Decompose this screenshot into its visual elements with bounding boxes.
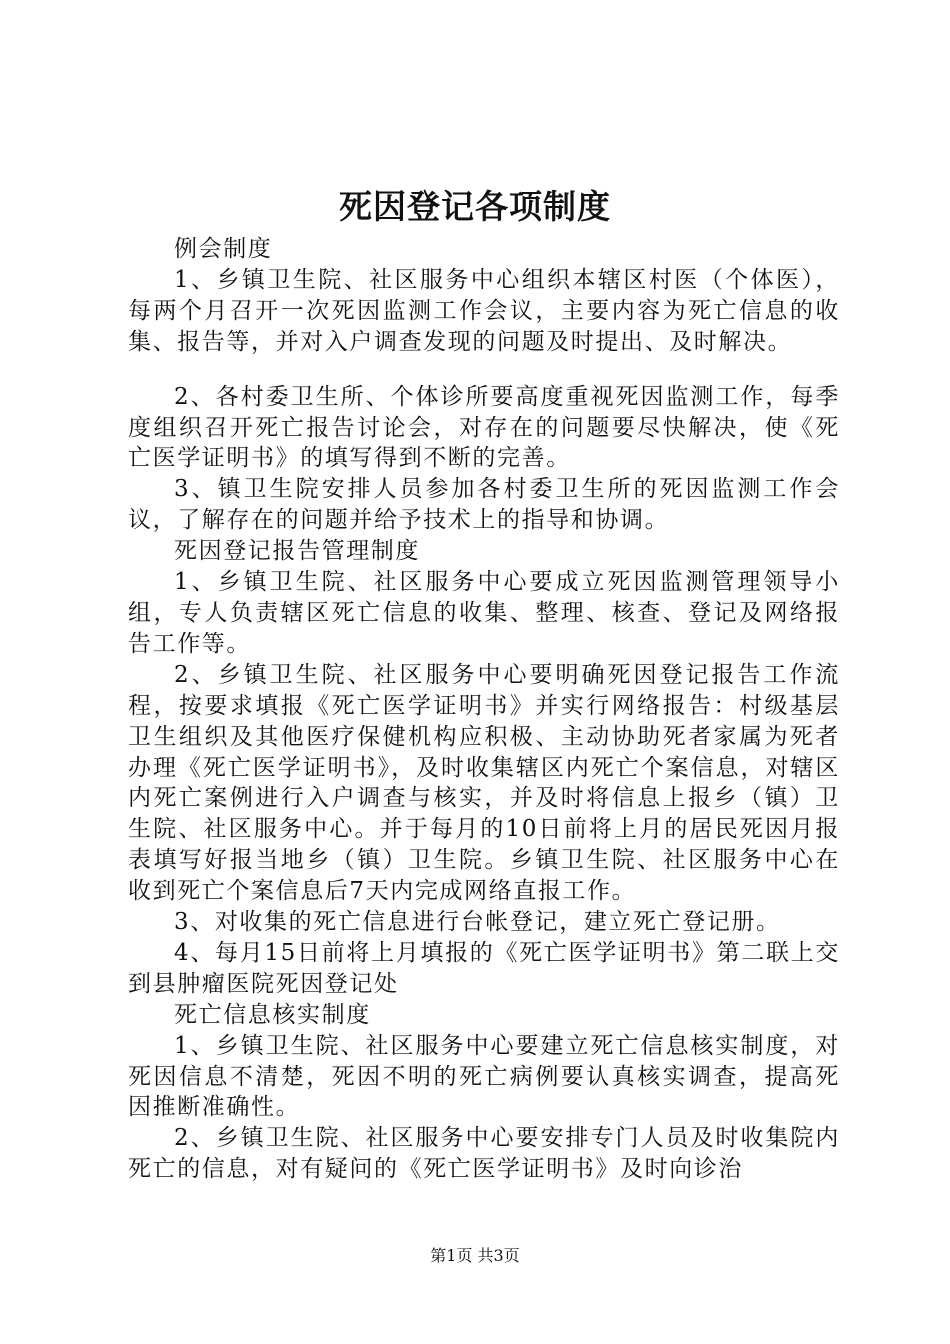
page-footer: 第1页 共3页 bbox=[430, 1246, 520, 1265]
document-body bbox=[128, 234, 840, 1185]
paragraph: 2、各村委卫生所、个体诊所要高度重视死因监测工作，每季度组织召开死亡报告讨论会，对存在的问题要尽快解决，使《死亡医学证明书》的填写得到不断的完善。 bbox=[128, 383, 840, 472]
section-heading-meeting: 例会制度 bbox=[174, 236, 273, 262]
paragraph: 2、乡镇卫生院、社区服务中心要明确死因登记报告工作流程，按要求填报《死亡医学证明书》并实行网络报告：村级基层卫生组织及其他医疗保健机构应积极、主动协助死者家属为死者办理《死亡医学证明书》，及时收集辖区内死亡个案信息，对辖区内死亡案例进行入户调查与核实，并及时将信息上报乡（镇）卫生院、社区服务中心。并于每月的10日前将上月的居民死因月报表填写好报当地乡（镇）卫生院。乡镇卫生院、社区服务中心在收到死亡个案信息后7天内完成网络直报工作。 bbox=[128, 661, 840, 905]
paragraph: 4、每月15日前将上月填报的《死亡医学证明书》第二联上交到县肿瘤医院死因登记处 bbox=[128, 939, 840, 997]
paragraph: 3、对收集的死亡信息进行台帐登记，建立死亡登记册。 bbox=[174, 909, 781, 936]
section-heading-reporting: 死因登记报告管理制度 bbox=[174, 538, 420, 565]
paragraph: 1、乡镇卫生院、社区服务中心要建立死亡信息核实制度，对死因信息不清楚，死因不明的死亡病例要认真核实调查，提高死因推断准确性。 bbox=[128, 1032, 840, 1121]
document-title: 死因登记各项制度 bbox=[339, 187, 611, 226]
paragraph: 1、乡镇卫生院、社区服务中心要成立死因监测管理领导小组，专人负责辖区死亡信息的收集、整理、核查、登记及网络报告工作等。 bbox=[128, 569, 840, 657]
paragraph: 2、乡镇卫生院、社区服务中心要安排专门人员及时收集院内死亡的信息，对有疑问的《死亡医学证明书》及时向诊治 bbox=[128, 1125, 840, 1183]
paragraph: 1、乡镇卫生院、社区服务中心组织本辖区村医（个体医），每两个月召开一次死因监测工作会议，主要内容为死亡信息的收集、报告等，并对入户调查发现的问题及时提出、及时解决。 bbox=[128, 266, 840, 355]
section-heading-verification: 死亡信息核实制度 bbox=[174, 1001, 371, 1028]
paragraph: 3、镇卫生院安排人员参加各村委卫生所的死因监测工作会议，了解存在的问题并给予技术上的指导和协调。 bbox=[128, 476, 840, 534]
